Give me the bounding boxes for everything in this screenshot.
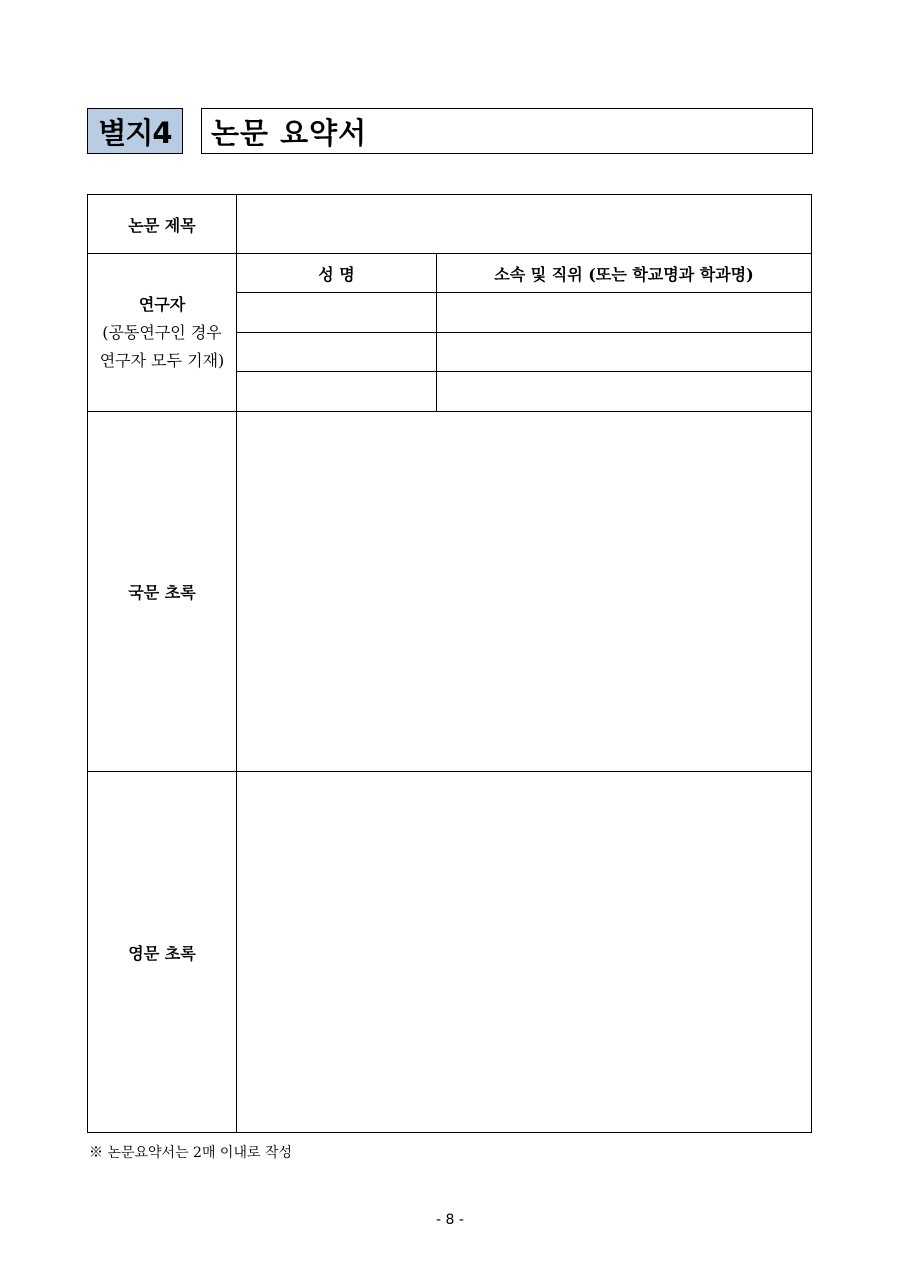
title-field[interactable] [237,195,812,254]
document-title: 논문 요약서 [201,108,813,154]
researcher-name-field[interactable] [237,293,437,333]
appendix-tag: 별지4 [87,108,183,154]
researcher-name-field[interactable] [237,333,437,372]
footnote: ※ 논문요약서는 2매 이내로 작성 [89,1145,292,1161]
researcher-affiliation-field[interactable] [437,372,812,412]
researcher-label: 연구자 [138,294,186,314]
name-column-header: 성 명 [237,254,437,293]
page-number: - 8 - [436,1212,464,1228]
researcher-header-row [88,254,812,293]
researcher-affiliation-field[interactable] [437,333,812,372]
korean-abstract-label: 국문 초록 [88,412,237,772]
english-abstract-label: 영문 초록 [88,772,237,1133]
title-label: 논문 제목 [88,195,237,254]
researcher-name-field[interactable] [237,372,437,412]
title-row [88,195,812,254]
english-abstract-row [88,772,812,1133]
researcher-affiliation-field[interactable] [437,293,812,333]
korean-abstract-row [88,412,812,772]
summary-form-table [87,194,812,1133]
researcher-label-cell [88,254,237,412]
english-abstract-field[interactable] [237,772,812,1133]
researcher-note-line1: (공동연구인 경우 [102,322,222,342]
korean-abstract-field[interactable] [237,412,812,772]
affiliation-column-header: 소속 및 직위 (또는 학교명과 학과명) [437,254,812,293]
researcher-note-line2: 연구자 모두 기재) [99,350,225,370]
